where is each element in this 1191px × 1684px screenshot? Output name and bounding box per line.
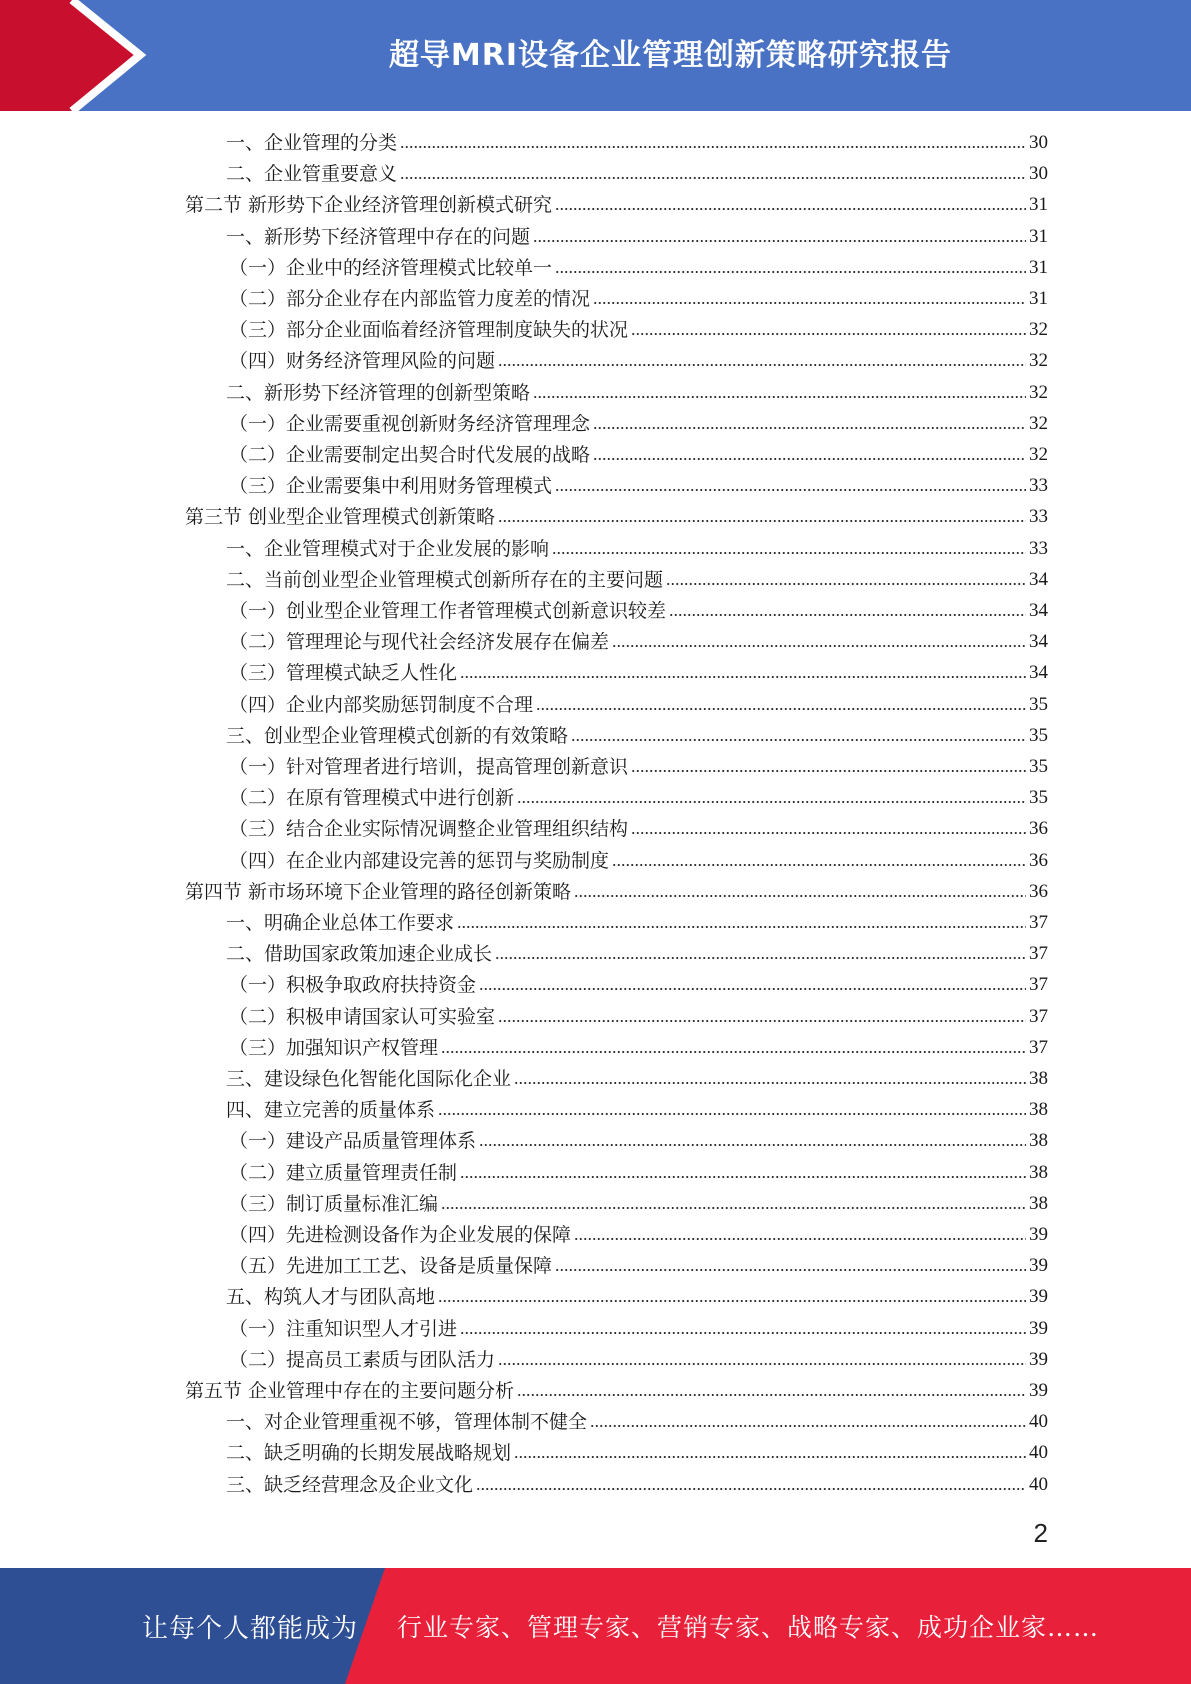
toc-entry-page: 38 xyxy=(1029,1161,1048,1183)
toc-entry-label: （二）部分企业存在内部监管力度差的情况 xyxy=(229,288,591,310)
toc-entry-page: 36 xyxy=(1029,818,1048,840)
toc-entry[interactable] xyxy=(229,688,1048,716)
toc-entry-label: （一）企业中的经济管理模式比较单一 xyxy=(229,256,553,279)
toc-entry[interactable] xyxy=(226,937,1048,965)
toc-entry-label: 第四节 新市场环境下企业管理的路径创新策略 xyxy=(185,880,572,903)
toc-dot-leader xyxy=(555,269,1026,275)
toc-dot-leader xyxy=(612,862,1026,868)
toc-entry-page: 34 xyxy=(1029,631,1048,653)
toc-entry[interactable] xyxy=(226,157,1048,185)
toc-entry-page: 33 xyxy=(1029,475,1048,497)
toc-entry[interactable] xyxy=(226,376,1048,404)
toc-entry-page: 37 xyxy=(1029,943,1048,965)
toc-entry[interactable] xyxy=(229,282,1048,310)
toc-entry[interactable] xyxy=(229,251,1048,279)
toc-dot-leader xyxy=(536,706,1026,712)
toc-entry-page: 30 xyxy=(1029,132,1048,153)
toc-entry[interactable] xyxy=(229,469,1048,497)
toc-entry-page: 34 xyxy=(1029,662,1048,684)
toc-entry-label: （二）提高员工素质与团队活力 xyxy=(229,1348,496,1371)
toc-entry[interactable] xyxy=(226,1405,1048,1433)
toc-entry[interactable] xyxy=(185,188,1048,216)
toc-dot-leader xyxy=(571,737,1026,743)
toc-dot-leader xyxy=(460,1174,1026,1180)
toc-entry[interactable] xyxy=(229,344,1048,372)
toc-dot-leader xyxy=(514,1454,1026,1460)
toc-entry-page: 31 xyxy=(1029,225,1048,247)
toc-entry-label: （四）财务经济管理风险的问题 xyxy=(229,350,496,373)
toc-entry-page: 32 xyxy=(1029,381,1048,403)
toc-entry-page: 38 xyxy=(1029,1130,1048,1152)
toc-entry-page: 32 xyxy=(1029,412,1048,434)
toc-dot-leader xyxy=(555,206,1026,212)
toc-entry[interactable] xyxy=(226,906,1048,934)
toc-entry-label: 二、当前创业型企业管理模式创新所存在的主要问题 xyxy=(226,568,664,591)
toc-entry-label: 一、企业管理的分类 xyxy=(226,132,398,154)
toc-entry[interactable] xyxy=(226,126,1048,154)
toc-entry[interactable] xyxy=(229,1249,1048,1277)
toc-entry-page: 40 xyxy=(1029,1442,1048,1464)
toc-entry[interactable] xyxy=(229,625,1048,653)
toc-entry-label: （四）在企业内部建设完善的惩罚与奖励制度 xyxy=(229,849,610,872)
toc-dot-leader xyxy=(460,1330,1026,1336)
toc-entry[interactable] xyxy=(229,1124,1048,1152)
toc-entry-page: 30 xyxy=(1029,163,1048,185)
toc-dot-leader xyxy=(533,238,1026,244)
toc-entry-label: （一）建设产品质量管理体系 xyxy=(229,1130,477,1153)
toc-entry-page: 32 xyxy=(1029,350,1048,372)
toc-entry[interactable] xyxy=(229,313,1048,341)
page-footer xyxy=(0,1568,1191,1684)
toc-entry-page: 39 xyxy=(1029,1224,1048,1245)
toc-entry-label: （二）建立质量管理责任制 xyxy=(229,1161,458,1184)
toc-entry-label: 二、缺乏明确的长期发展战略规划 xyxy=(226,1442,512,1465)
toc-entry-page: 35 xyxy=(1029,756,1048,777)
toc-dot-leader xyxy=(514,1080,1026,1086)
toc-entry-page: 34 xyxy=(1029,568,1048,590)
toc-entry[interactable] xyxy=(226,1062,1048,1090)
toc-entry[interactable] xyxy=(229,1031,1048,1059)
toc-dot-leader xyxy=(555,487,1026,493)
toc-dot-leader xyxy=(498,518,1026,524)
toc-entry-page: 35 xyxy=(1029,787,1048,809)
toc-entry-label: （二）积极申请国家认可实验室 xyxy=(229,1005,496,1028)
toc-dot-leader xyxy=(479,1142,1026,1148)
toc-entry[interactable] xyxy=(185,500,1048,528)
toc-entry[interactable] xyxy=(229,1000,1048,1028)
toc-entry-page: 38 xyxy=(1029,1099,1048,1121)
toc-entry-page: 37 xyxy=(1029,912,1048,933)
toc-entry[interactable] xyxy=(229,1187,1048,1215)
toc-entry-label: （一）注重知识型人才引进 xyxy=(229,1317,458,1340)
toc-dot-leader xyxy=(593,456,1026,462)
toc-dot-leader xyxy=(574,893,1026,899)
toc-entry[interactable] xyxy=(185,875,1048,903)
toc-entry[interactable] xyxy=(229,407,1048,435)
toc-dot-leader xyxy=(438,1111,1026,1117)
toc-entry[interactable] xyxy=(229,1343,1048,1371)
toc-entry-page: 36 xyxy=(1029,849,1048,871)
toc-entry[interactable] xyxy=(229,750,1048,778)
toc-entry[interactable] xyxy=(229,812,1048,840)
toc-entry-label: 第五节 企业管理中存在的主要问题分析 xyxy=(185,1380,515,1402)
toc-entry-label: （二）在原有管理模式中进行创新 xyxy=(229,787,515,810)
toc-entry-page: 39 xyxy=(1029,1348,1048,1370)
toc-entry[interactable] xyxy=(226,220,1048,248)
toc-entry-label: （一）针对管理者进行培训，提高管理创新意识 xyxy=(229,756,629,778)
toc-entry-page: 36 xyxy=(1029,880,1048,902)
toc-entry[interactable] xyxy=(229,594,1048,622)
toc-dot-leader xyxy=(631,331,1026,337)
toc-entry-page: 31 xyxy=(1029,194,1048,216)
toc-entry-page: 31 xyxy=(1029,256,1048,278)
toc-dot-leader xyxy=(612,643,1026,649)
footer-slogan-left: 让每个人都能成为 xyxy=(142,1613,359,1644)
toc-entry[interactable] xyxy=(229,1218,1048,1246)
toc-entry-label: 二、新形势下经济管理的创新型策略 xyxy=(226,381,531,404)
toc-dot-leader xyxy=(631,768,1026,774)
toc-entry-page: 40 xyxy=(1029,1473,1048,1495)
toc-entry-label: 三、建设绿色化智能化国际化企业 xyxy=(226,1068,512,1090)
toc-entry-label: 五、构筑人才与团队高地 xyxy=(226,1286,436,1309)
toc-entry[interactable] xyxy=(229,438,1048,466)
toc-dot-leader xyxy=(533,394,1026,400)
toc-entry-page: 39 xyxy=(1029,1317,1048,1339)
toc-entry-label: 三、创业型企业管理模式创新的有效策略 xyxy=(226,724,569,747)
toc-dot-leader xyxy=(517,1392,1026,1398)
toc-entry[interactable] xyxy=(226,1093,1048,1121)
page-header xyxy=(0,0,1191,111)
toc-entry-label: 三、缺乏经营理念及企业文化 xyxy=(226,1473,474,1496)
toc-entry[interactable] xyxy=(226,719,1048,747)
toc-entry-label: （一）积极争取政府扶持资金 xyxy=(229,974,477,997)
toc-entry-label: 第三节 创业型企业管理模式创新策略 xyxy=(185,506,496,529)
toc-entry-label: （三）制订质量标准汇编 xyxy=(229,1192,439,1215)
toc-entry-label: （三）企业需要集中利用财务管理模式 xyxy=(229,475,553,498)
toc-entry-label: （四）企业内部奖励惩罚制度不合理 xyxy=(229,693,534,716)
toc-entry-label: （二）管理理论与现代社会经济发展存在偏差 xyxy=(229,631,610,654)
toc-entry-label: 四、建立完善的质量体系 xyxy=(226,1099,436,1122)
toc-dot-leader xyxy=(498,362,1026,368)
toc-entry-page: 31 xyxy=(1029,288,1048,309)
toc-entry-page: 35 xyxy=(1029,724,1048,746)
toc-entry-page: 39 xyxy=(1029,1380,1048,1401)
toc-dot-leader xyxy=(476,1486,1026,1492)
toc-entry-page: 37 xyxy=(1029,1005,1048,1027)
report-title: 超导MRI设备企业管理创新策略研究报告 xyxy=(388,38,953,73)
toc-entry-label: 一、明确企业总体工作要求 xyxy=(226,912,455,934)
toc-entry-page: 33 xyxy=(1029,506,1048,528)
toc-entry[interactable] xyxy=(226,1280,1048,1308)
toc-entry-label: （二）企业需要制定出契合时代发展的战略 xyxy=(229,444,591,466)
toc-dot-leader xyxy=(457,924,1026,930)
toc-dot-leader xyxy=(495,955,1026,961)
toc-dot-leader xyxy=(552,550,1026,556)
toc-entry-label: 二、企业管重要意义 xyxy=(226,163,398,186)
toc-entry[interactable] xyxy=(229,1156,1048,1184)
toc-entry[interactable] xyxy=(226,563,1048,591)
toc-entry-label: （三）管理模式缺乏人性化 xyxy=(229,662,458,685)
toc-dot-leader xyxy=(593,300,1026,306)
toc-entry-page: 38 xyxy=(1029,1068,1048,1089)
toc-entry-page: 40 xyxy=(1029,1411,1048,1433)
toc-entry-label: 一、新形势下经济管理中存在的问题 xyxy=(226,225,531,248)
toc-entry-page: 32 xyxy=(1029,444,1048,465)
toc-entry-page: 33 xyxy=(1029,537,1048,559)
toc-entry[interactable] xyxy=(226,532,1048,560)
toc-dot-leader xyxy=(438,1298,1026,1304)
toc-entry-label: （四）先进检测设备作为企业发展的保障 xyxy=(229,1224,572,1246)
toc-entry-page: 34 xyxy=(1029,600,1048,621)
toc-entry-page: 38 xyxy=(1029,1192,1048,1214)
toc-dot-leader xyxy=(498,1361,1026,1367)
toc-entry-label: （一）创业型企业管理工作者管理模式创新意识较差 xyxy=(229,600,667,622)
toc-entry[interactable] xyxy=(229,781,1048,809)
toc-entry-label: （三）结合企业实际情况调整企业管理组织结构 xyxy=(229,818,629,841)
toc-entry-label: （三）部分企业面临着经济管理制度缺失的状况 xyxy=(229,319,629,342)
toc-dot-leader xyxy=(669,612,1026,618)
toc-entry[interactable] xyxy=(226,1468,1048,1496)
toc-dot-leader xyxy=(441,1049,1026,1055)
toc-dot-leader xyxy=(666,581,1026,587)
toc-entry-label: 一、企业管理模式对于企业发展的影响 xyxy=(226,537,550,560)
toc-entry[interactable] xyxy=(226,1436,1048,1464)
toc-dot-leader xyxy=(479,986,1026,992)
toc-entry[interactable] xyxy=(229,968,1048,996)
page-number: 2 xyxy=(1033,1518,1048,1548)
toc-dot-leader xyxy=(555,1267,1026,1273)
toc-dot-leader xyxy=(400,144,1026,150)
toc-entry-label: 二、借助国家政策加速企业成长 xyxy=(226,943,493,966)
toc-dot-leader xyxy=(498,1018,1026,1024)
toc-dot-leader xyxy=(590,1423,1026,1429)
toc-entry-label: （一）企业需要重视创新财务经济管理理念 xyxy=(229,412,591,435)
toc-entry[interactable] xyxy=(229,844,1048,872)
toc-entry-label: 第二节 新形势下企业经济管理创新模式研究 xyxy=(185,194,553,217)
toc-dot-leader xyxy=(517,799,1026,805)
toc-dot-leader xyxy=(574,1236,1026,1242)
toc-entry-page: 37 xyxy=(1029,974,1048,996)
toc-dot-leader xyxy=(441,1205,1026,1211)
toc-entry-label: 一、对企业管理重视不够，管理体制不健全 xyxy=(226,1411,588,1434)
toc-entry[interactable] xyxy=(229,1312,1048,1340)
toc-entry[interactable] xyxy=(229,656,1048,684)
toc-entry-page: 39 xyxy=(1029,1286,1048,1308)
toc-entry[interactable] xyxy=(185,1374,1048,1402)
toc-entry-page: 39 xyxy=(1029,1255,1048,1277)
toc-dot-leader xyxy=(593,425,1026,431)
toc-entry-page: 32 xyxy=(1029,319,1048,341)
toc-entry-label: （三）加强知识产权管理 xyxy=(229,1036,439,1059)
toc-dot-leader xyxy=(400,175,1026,181)
footer-slogan-right: 行业专家、管理专家、营销专家、战略专家、成功企业家…… xyxy=(397,1613,1100,1642)
toc-entry-page: 37 xyxy=(1029,1036,1048,1058)
toc-dot-leader xyxy=(460,674,1026,680)
toc-entry-page: 35 xyxy=(1029,693,1048,715)
toc-dot-leader xyxy=(631,830,1026,836)
toc-entry-label: （五）先进加工工艺、设备是质量保障 xyxy=(229,1255,553,1278)
